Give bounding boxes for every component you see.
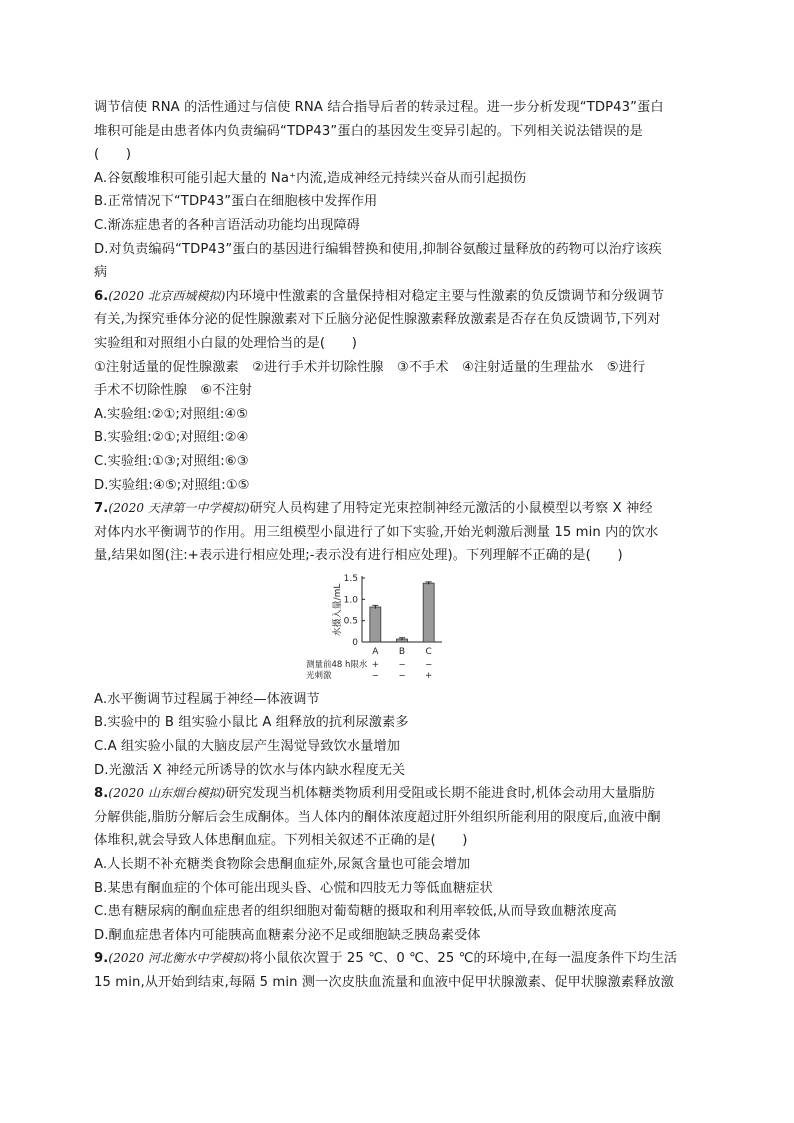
q7-stem-line-1: 7.(2020 天津第一中学模拟)研究人员构建了用特定光束控制神经元激活的小鼠模型以考察 X 神经: [94, 501, 653, 517]
q7-source: (2020 天津第一中学模拟): [108, 501, 250, 516]
q5-option-d-cont: 病: [94, 265, 108, 281]
q7-option-a: A.水平衡调节过程属于神经—体液调节: [94, 691, 320, 707]
q5-option-b: B.正常情况下“TDP43”蛋白在细胞核中发挥作用: [94, 194, 378, 210]
water-intake-chart-svg: [304, 570, 504, 688]
treatment-mark: −: [398, 659, 406, 670]
q5-option-d: D.对负责编码“TDP43”蛋白的基因进行编辑替换和使用,抑制谷氨酸过量释放的药物可以治疗该疾: [94, 241, 662, 257]
q6-option-c: C.实验组:①③;对照组:⑥③: [94, 453, 249, 469]
q7-option-b: B.实验中的 B 组实验小鼠比 A 组释放的抗利尿激素多: [94, 715, 409, 731]
q7-stem-line-2: 对体内水平衡调节的作用。用三组模型小鼠进行了如下实验,开始光刺激后测量 15 min 内的饮水: [94, 524, 659, 540]
q7-number: 7: [94, 501, 104, 517]
treatment-mark: −: [398, 670, 406, 681]
y-tick-label: 0.5: [343, 616, 358, 627]
treatment-mark: +: [371, 659, 379, 670]
question-7: [94, 497, 700, 782]
y-axis-label: 水摄入量/mL: [333, 583, 343, 637]
q9-stem-line-2: 15 min,从开始到结束,每隔 5 min 测一次皮肤血流量和血液中促甲状腺激素、促甲状腺激素释放激: [94, 975, 674, 990]
q5-stem-line-1: 调节信使 RNA 的活性通过与信使 RNA 结合指导后者的转录过程。进一步分析发现“TDP43”蛋白: [94, 100, 664, 115]
treatment-row-label: 测量前48 h限水: [306, 659, 368, 670]
document-page: [94, 96, 700, 995]
q7-stem-text-1: 研究人员构建了用特定光束控制神经元激活的小鼠模型以考察 X 神经: [249, 501, 653, 517]
question-9: [94, 947, 700, 994]
q6-stem-text-1: 内环境中性激素的含量保持相对稳定主要与性激素的负反馈调节和分级调节: [225, 288, 664, 304]
y-tick-label: 0: [352, 637, 358, 648]
question-5: [94, 96, 700, 285]
x-tick-label-A: A: [372, 646, 379, 657]
q6-stem-line-2: 有关,为探究垂体分泌的促性腺激素对下丘脑分泌促性腺激素释放激素是否存在负反馈调节,下列对: [94, 312, 661, 328]
q7-option-c: C.A 组实验小鼠的大脑皮层产生渴觉导致饮水量增加: [94, 739, 401, 755]
question-6: [94, 285, 700, 497]
q6-items-line-1: ①注射适量的促性腺激素 ②进行手术并切除性腺 ③不手术 ④注射适量的生理盐水 ⑤进行: [94, 359, 646, 375]
q8-option-a: A.人长期不补充糖类食物除会患酮血症外,尿氮含量也可能会增加: [94, 857, 471, 873]
q8-stem-text-1: 研究发现当机体糖类物质利用受阻或长期不能进食时,机体会动用大量脂肪: [225, 786, 655, 802]
bar-C: [423, 583, 434, 642]
water-intake-chart: [94, 570, 700, 688]
q5-option-a: A.谷氨酸堆积可能引起大量的 Na⁺内流,造成神经元持续兴奋从而引起损伤: [94, 170, 527, 186]
q6-option-a: A.实验组:②①;对照组:④⑤: [94, 406, 249, 422]
q9-stem-line-1: 9.(2020 河北衡水中学模拟)将小鼠依次置于 25 ℃、0 ℃、25 ℃的环境中,在每一温度条件下均生活: [94, 951, 678, 967]
q9-stem-text-1: 将小鼠依次置于 25 ℃、0 ℃、25 ℃的环境中,在每一温度条件下均生活: [249, 951, 678, 967]
q8-stem-line-2: 分解供能,脂肪分解后会生成酮体。当人体内的酮体浓度超过肝外组织所能利用的限度后,血液中酮: [94, 809, 661, 825]
bar-A: [370, 607, 381, 642]
q5-option-c: C.渐冻症患者的各种言语活动功能均出现障碍: [94, 217, 361, 233]
q5-stem-line-2: 堆积可能是由患者体内负责编码“TDP43”蛋白的基因发生变异引起的。下列相关说法错误的是: [94, 123, 643, 139]
q8-option-b: B.某患有酮血症的个体可能出现头昏、心慌和四肢无力等低血糖症状: [94, 880, 493, 896]
treatment-mark: −: [425, 659, 433, 670]
q8-source: (2020 山东烟台模拟): [108, 786, 226, 801]
q6-option-b: B.实验组:②①;对照组:②④: [94, 430, 249, 446]
q9-number: 9: [94, 951, 104, 967]
treatment-mark: +: [425, 670, 433, 681]
q8-option-d: D.酮血症患者体内可能胰高血糖素分泌不足或细胞缺乏胰岛素受体: [94, 927, 481, 943]
q7-option-d: D.光激活 X 神经元所诱导的饮水与体内缺水程度无关: [94, 762, 406, 778]
q6-option-d: D.实验组:④⑤;对照组:①⑤: [94, 477, 250, 493]
q6-stem-line-3: 实验组和对照组小白鼠的处理恰当的是( ): [94, 335, 357, 351]
q9-source: (2020 河北衡水中学模拟): [108, 951, 250, 966]
q6-items-line-2: 手术不切除性腺 ⑥不注射: [94, 383, 253, 399]
treatment-mark: −: [371, 670, 379, 681]
y-tick-label: 1.5: [343, 573, 358, 584]
x-tick-label-C: C: [425, 646, 432, 657]
y-tick-label: 1.0: [343, 595, 358, 606]
q8-stem-line-1: 8.(2020 山东烟台模拟)研究发现当机体糖类物质利用受阻或长期不能进食时,机体会动用大量脂肪: [94, 786, 655, 802]
q6-number: 6: [94, 288, 104, 304]
q7-stem-line-3: 量,结果如图(注:+表示进行相应处理;-表示没有进行相应处理)。下列理解不正确的是( ): [94, 548, 623, 564]
q8-stem-line-3: 体堆积,就会导致人体患酮血症。下列相关叙述不正确的是( ): [94, 833, 468, 849]
q8-option-c: C.患有糖尿病的酮血症患者的组织细胞对葡萄糖的摄取和利用率较低,从而导致血糖浓度高: [94, 904, 617, 920]
x-tick-label-B: B: [398, 646, 406, 657]
treatment-row-label: 光刺激: [306, 670, 332, 681]
q6-stem-line-1: 6.(2020 北京西城模拟)内环境中性激素的含量保持相对稳定主要与性激素的负反馈调节和分级调节: [94, 288, 664, 304]
q5-stem-line-3: ( ): [94, 147, 132, 163]
question-8: [94, 782, 700, 947]
q6-source: (2020 北京西城模拟): [108, 288, 226, 303]
q8-number: 8: [94, 786, 104, 802]
